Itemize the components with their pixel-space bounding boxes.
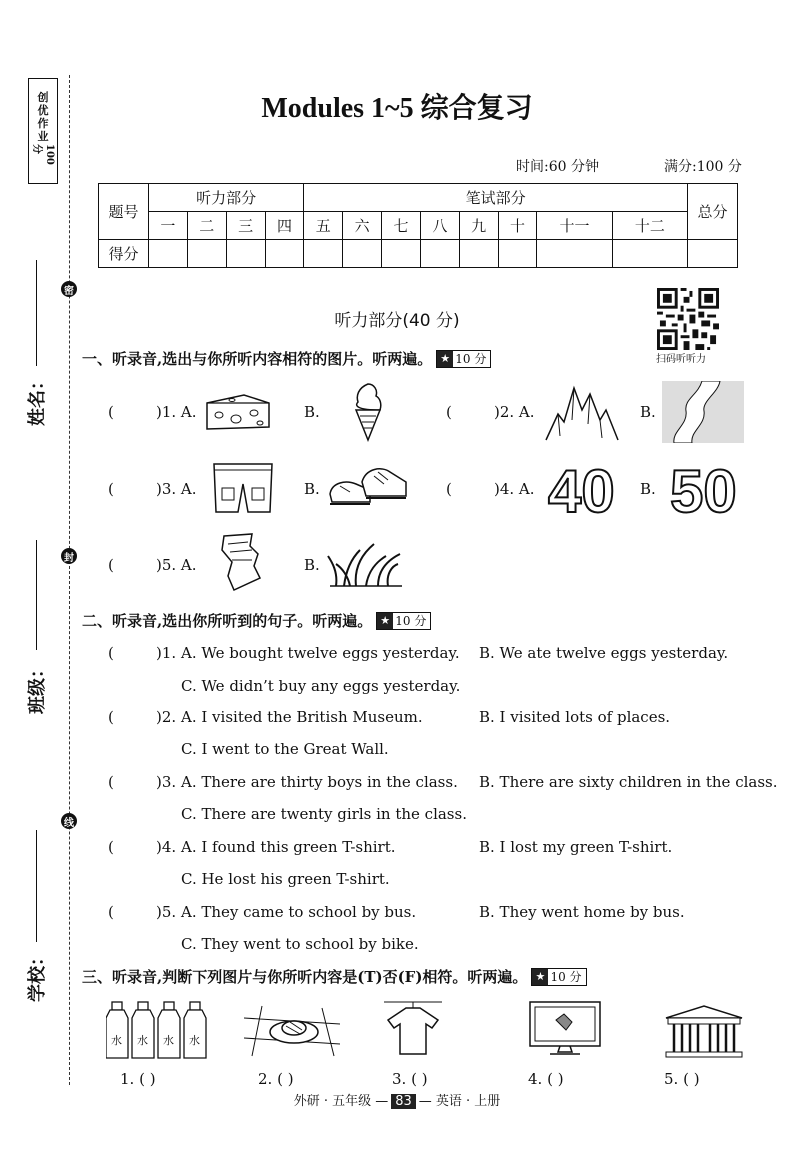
listening-part-title: 听力部分(40 分): [334, 311, 460, 331]
score-cell[interactable]: [612, 240, 687, 268]
answer-paren[interactable]: (: [108, 644, 114, 662]
option-a: A. They came to school by bus.: [181, 903, 417, 921]
shorts-picture[interactable]: [210, 460, 276, 516]
answer-paren[interactable]: (: [108, 480, 114, 498]
points-badge: [376, 612, 431, 630]
question-number: )4.: [156, 838, 177, 856]
option-b: B. I lost my green T-shirt.: [479, 838, 673, 856]
bottle-label: 水: [111, 1034, 122, 1047]
number-50-text: 50: [670, 458, 737, 518]
question-number: )5.: [156, 903, 177, 921]
class-field[interactable]: [24, 540, 48, 714]
option-b-label: B.: [640, 480, 656, 498]
option-b: B. There are sixty children in the class.: [479, 773, 778, 791]
listen-part-label: 听力部分: [149, 184, 304, 212]
option-b: B. They went home by bus.: [479, 903, 685, 921]
score-cell[interactable]: [187, 240, 226, 268]
river-picture[interactable]: [662, 381, 744, 443]
question-number: 十: [498, 212, 537, 240]
answer-blank[interactable]: 3. ( ): [392, 1070, 428, 1088]
score-cell[interactable]: [265, 240, 304, 268]
question-number: 十一: [537, 212, 612, 240]
number-50-picture[interactable]: [666, 458, 750, 518]
footer-right: — 英语 · 上册: [418, 1094, 501, 1109]
answer-paren[interactable]: (: [108, 556, 114, 574]
question-number: )1.: [156, 644, 177, 662]
section-3-title: 三、听录音,判断下列图片与你所听内容是(T)否(F)相符。听两遍。: [82, 968, 528, 986]
star-icon: ★: [377, 613, 393, 629]
bottle-label: 水: [189, 1034, 200, 1047]
question-number: 九: [459, 212, 498, 240]
page-title: Modules 1~5 综合复习: [261, 93, 533, 124]
question-number: 七: [382, 212, 421, 240]
points-text: 10 分: [395, 614, 427, 628]
option-b-label: B.: [304, 403, 320, 421]
school-label: 学校：: [27, 948, 48, 1002]
row-label: 题号: [99, 184, 149, 240]
score-cell[interactable]: [226, 240, 265, 268]
badge-char: 业: [37, 130, 49, 143]
number-40-picture[interactable]: [544, 458, 628, 518]
full-score: 满分:100 分: [664, 159, 742, 175]
option-a: A. I found this green T-shirt.: [181, 838, 396, 856]
museum-picture[interactable]: [664, 1004, 744, 1058]
score-cell[interactable]: [537, 240, 612, 268]
score-label: 得分: [99, 240, 149, 268]
question-number: )2.: [156, 708, 177, 726]
name-field[interactable]: [24, 260, 48, 426]
section-1-title: 一、听录音,选出与你所听内容相符的图片。听两遍。: [82, 350, 433, 368]
seal-mark: 线: [61, 813, 77, 829]
option-a: A. I visited the British Museum.: [181, 708, 423, 726]
score-cell[interactable]: [382, 240, 421, 268]
option-c: C. We didn’t buy any eggs yesterday.: [181, 677, 461, 695]
cheese-picture[interactable]: [204, 391, 272, 433]
question-number: 十二: [612, 212, 687, 240]
answer-paren[interactable]: (: [108, 708, 114, 726]
score-table: [98, 183, 738, 268]
section-3-heading: [82, 966, 587, 987]
paper-picture[interactable]: [214, 532, 270, 592]
sneakers-picture[interactable]: [326, 460, 410, 516]
grass-picture[interactable]: [326, 538, 406, 588]
question-number: )1. A.: [156, 403, 197, 421]
bottle-label: 水: [163, 1034, 174, 1047]
question-number: 四: [265, 212, 304, 240]
footer-left: 外研 · 五年级 —: [293, 1094, 389, 1109]
answer-blank[interactable]: 2. ( ): [258, 1070, 294, 1088]
seal-mark: 密: [61, 281, 77, 297]
option-b-label: B.: [304, 480, 320, 498]
school-field[interactable]: [24, 830, 48, 1002]
answer-paren[interactable]: (: [108, 773, 114, 791]
question-number: )2. A.: [494, 403, 535, 421]
option-c: C. He lost his green T-shirt.: [181, 870, 390, 888]
name-label: 姓名：: [27, 372, 48, 426]
badge-char: 作: [37, 117, 49, 130]
points-text: 10 分: [455, 352, 487, 366]
option-b-label: B.: [304, 556, 320, 574]
badge-score: 100分: [31, 144, 55, 165]
answer-paren[interactable]: (: [108, 903, 114, 921]
written-part-label: 笔试部分: [304, 184, 688, 212]
question-number: )5. A.: [156, 556, 197, 574]
score-cell[interactable]: [459, 240, 498, 268]
question-number: 二: [187, 212, 226, 240]
question-number: 八: [420, 212, 459, 240]
section-2-heading: [82, 610, 431, 631]
question-number: 五: [304, 212, 343, 240]
star-icon: ★: [532, 969, 548, 985]
points-badge: [531, 968, 586, 986]
question-number: 六: [343, 212, 382, 240]
question-number: )3. A.: [156, 480, 197, 498]
option-b-label: B.: [640, 403, 656, 421]
question-number: )3.: [156, 773, 177, 791]
hat-on-table-picture[interactable]: [242, 1004, 342, 1058]
score-cell[interactable]: [149, 240, 188, 268]
computer-picture[interactable]: [528, 1000, 602, 1058]
option-b: B. We ate twelve eggs yesterday.: [479, 644, 729, 662]
page-footer: [0, 1090, 794, 1109]
score-cell[interactable]: [343, 240, 382, 268]
badge-char: 创: [37, 91, 49, 104]
points-badge: [436, 350, 491, 368]
score-cell[interactable]: [688, 240, 738, 268]
answer-blank[interactable]: 4. ( ): [528, 1070, 564, 1088]
time-limit: 时间:60 分钟: [516, 159, 599, 175]
score-cell[interactable]: [498, 240, 537, 268]
section-2-title: 二、听录音,选出你所听到的句子。听两遍。: [82, 612, 373, 630]
answer-paren[interactable]: (: [108, 838, 114, 856]
class-label: 班级：: [27, 660, 48, 714]
option-a: A. There are thirty boys in the class.: [181, 773, 458, 791]
qr-code-icon[interactable]: [657, 288, 719, 350]
score-cell[interactable]: [420, 240, 459, 268]
number-40-text: 40: [548, 458, 615, 518]
answer-paren[interactable]: (: [108, 403, 114, 421]
option-c: C. There are twenty girls in the class.: [181, 805, 467, 823]
option-a: A. We bought twelve eggs yesterday.: [181, 644, 460, 662]
question-number: )4. A.: [494, 480, 535, 498]
seal-mark: 封: [61, 548, 77, 564]
bottle-label: 水: [137, 1034, 148, 1047]
total-label: 总分: [688, 184, 738, 240]
binding-dashed-line: [69, 75, 70, 1085]
option-b: B. I visited lots of places.: [479, 708, 671, 726]
answer-paren[interactable]: (: [446, 403, 452, 421]
water-bottles-picture[interactable]: [106, 1000, 212, 1062]
badge-char: 优: [37, 104, 49, 117]
answer-paren[interactable]: (: [446, 480, 452, 498]
option-c: C. I went to the Great Wall.: [181, 740, 389, 758]
question-number: 一: [149, 212, 188, 240]
points-text: 10 分: [550, 970, 582, 984]
section-1-heading: [82, 348, 491, 369]
qr-caption: 扫码听听力: [656, 354, 706, 365]
answer-blank[interactable]: 5. ( ): [664, 1070, 700, 1088]
option-c: C. They went to school by bike.: [181, 935, 419, 953]
t-shirt-picture[interactable]: [382, 998, 444, 1058]
star-icon: ★: [437, 351, 453, 367]
page-number: 83: [391, 1094, 416, 1109]
ice-cream-picture[interactable]: [350, 380, 386, 442]
answer-blank[interactable]: 1. ( ): [120, 1070, 156, 1088]
question-number: 三: [226, 212, 265, 240]
mountains-picture[interactable]: [544, 380, 620, 442]
score-cell[interactable]: [304, 240, 343, 268]
